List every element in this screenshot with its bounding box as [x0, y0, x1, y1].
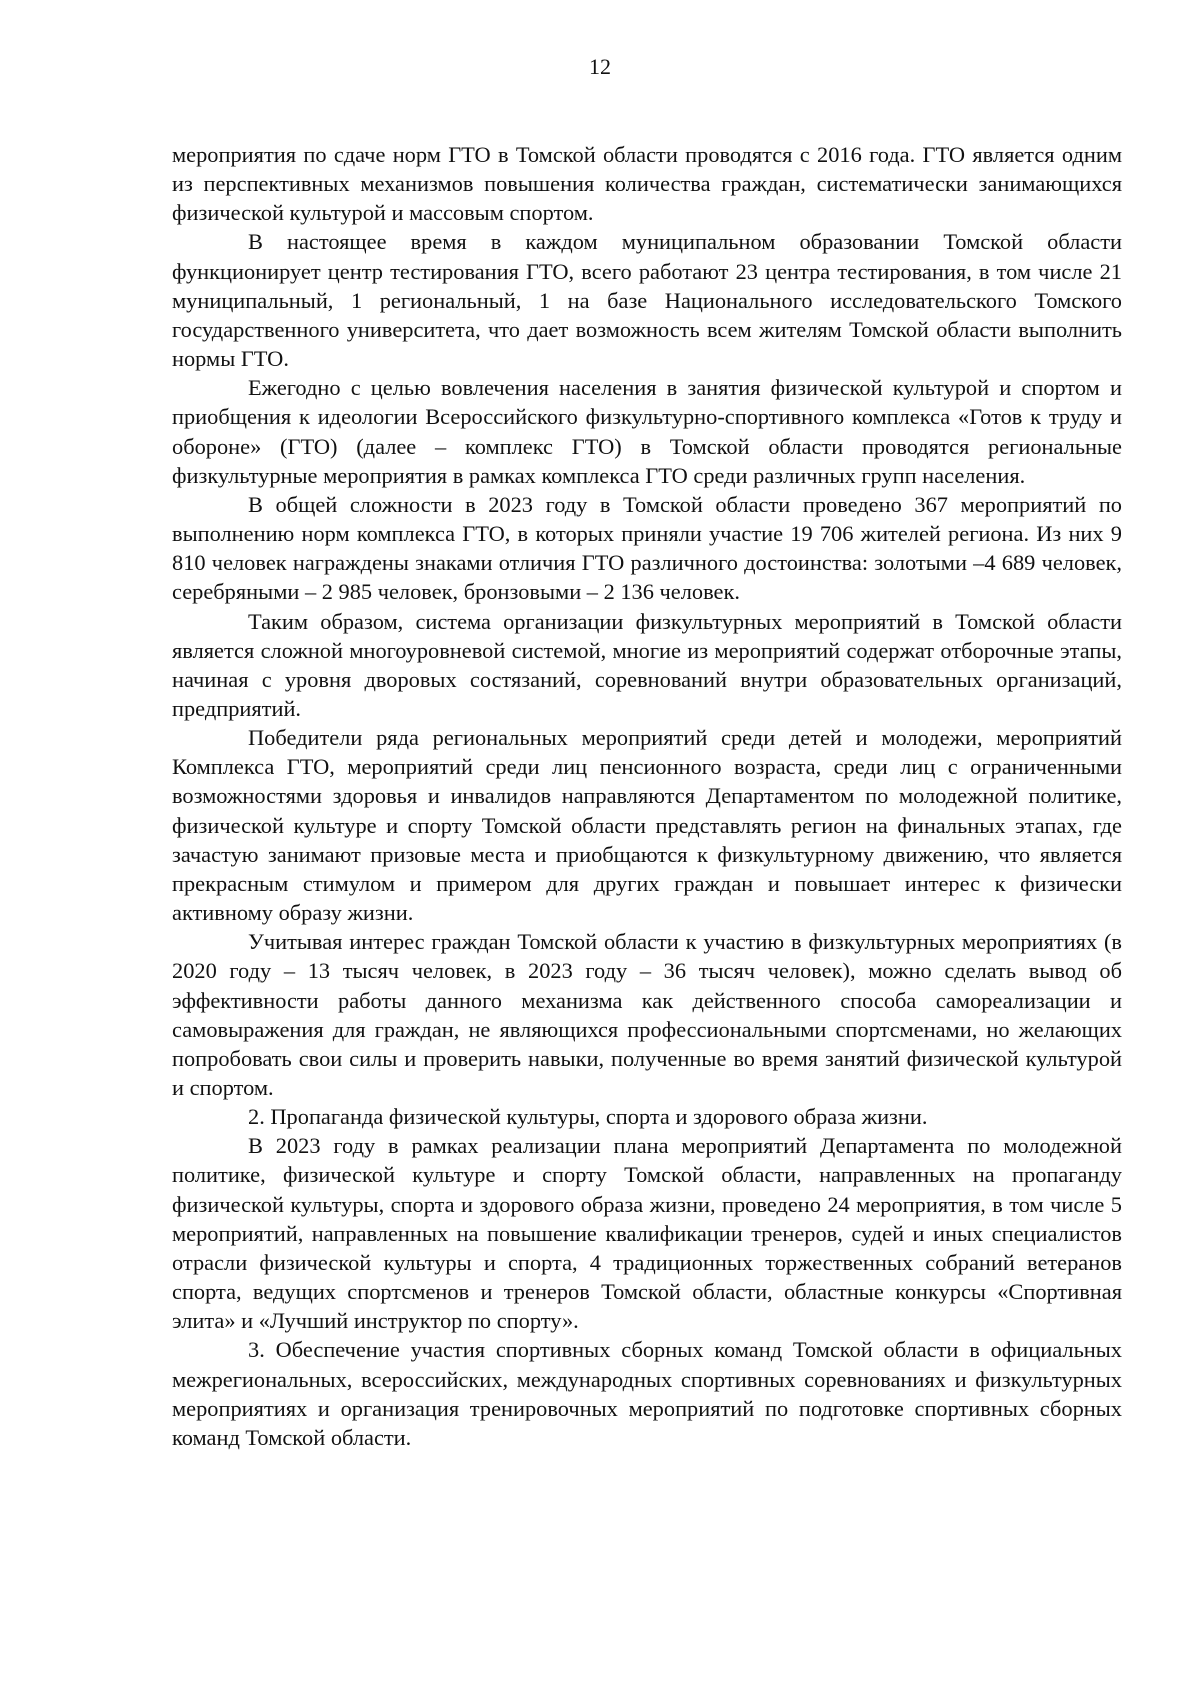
paragraph-gto-testing-centers: В настоящее время в каждом муниципальном образовании Томской области функционирует центр тестирования ГТО, всего работают 23 центра тестирования, в том числе 21 муниципальный, 1 региональный, 1 на базе Национального исследовательского Томского государственного университета, что дает возможность всем жителям Томской области выполнить нормы ГТО. — [172, 229, 1122, 372]
paragraph-gto-continuation: мероприятия по сдаче норм ГТО в Томской области проводятся с 2016 года. ГТО является одним из перспективных механизмов повышения количества граждан, систематически занимающихся физической культурой и массовым спортом. — [172, 142, 1122, 226]
paragraph-event-system: Таким образом, система организации физкультурных мероприятий в Томской области является сложной многоуровневой системой, многие из мероприятий содержат отборочные этапы, начиная с уровня дворовых состязаний, соревнований внутри образовательных организаций, предприятий. — [172, 608, 1122, 721]
paragraph-participation-interest: Учитывая интерес граждан Томской области к участию в физкультурных мероприятиях (в 2020 году – 13 тысяч человек, в 2023 году – 36 тысяч человек), можно сделать вывод об эффективности работы данного механизма как действенного способа самореализации и самовыражения для граждан, не являющихся профессиональными спортсменами, но желающих попробовать свои силы и проверить навыки, полученные во время занятий физической культурой и спортом. — [172, 929, 1122, 1100]
paragraph-propaganda-2023: В 2023 году в рамках реализации плана мероприятий Департамента по молодежной политике, физической культуре и спорту Томской области, направленных на пропаганду физической культуры, спорта и здорового образа жизни, проведено 24 мероприятия, в том числе 5 мероприятий, направленных на повышение квалификации тренеров, судей и иных специалистов отрасли физической культуры и спорта, 4 традиционных торжественных собраний ветеранов спорта, ведущих спортсменов и тренеров Томской области, областные конкурсы «Спортивная элита» и «Лучший инструктор по спорту». — [172, 1133, 1122, 1334]
section-heading-national-teams: 3. Обеспечение участия спортивных сборных команд Томской области в официальных межрегиональных, всероссийских, международных спортивных соревнованиях и физкультурных мероприятиях и организация тренировочных мероприятий по подготовке спортивных сборных команд Томской области. — [172, 1337, 1122, 1450]
page-number: 12 — [589, 54, 611, 79]
document-body — [172, 140, 1122, 1452]
paragraph-gto-2023-results: В общей сложности в 2023 году в Томской области проведено 367 мероприятий по выполнению норм комплекса ГТО, в которых приняли участие 19 706 жителей региона. Из них 9 810 человек награждены знаками отличия ГТО различного достоинства: золотыми –4 689 человек, серебряными – 2 985 человек, бронзовыми – 2 136 человек. — [172, 491, 1122, 605]
paragraph-gto-annual-events: Ежегодно с целью вовлечения населения в занятия физической культурой и спортом и приобщения к идеологии Всероссийского физкультурно-спортивного комплекса «Готов к труду и обороне» (ГТО) (далее – комплекс ГТО) в Томской области проводятся региональные физкультурные мероприятия в рамках комплекса ГТО среди различных групп населения. — [172, 375, 1122, 488]
section-heading-propaganda: 2. Пропаганда физической культуры, спорта и здорового образа жизни. — [248, 1104, 928, 1130]
paragraph-winners: Победители ряда региональных мероприятий среди детей и молодежи, мероприятий Комплекса ГТО, мероприятий среди лиц пенсионного возраста, среди лиц с ограниченными возможностями здоровья и инвалидов направляются Департаментом по молодежной политике, физической культуре и спорту Томской области представлять регион на финальных этапах, где зачастую занимают призовые места и приобщаются к физкультурному движению, что является прекрасным стимулом и примером для других граждан и повышает интерес к физически активному образу жизни. — [172, 725, 1122, 926]
